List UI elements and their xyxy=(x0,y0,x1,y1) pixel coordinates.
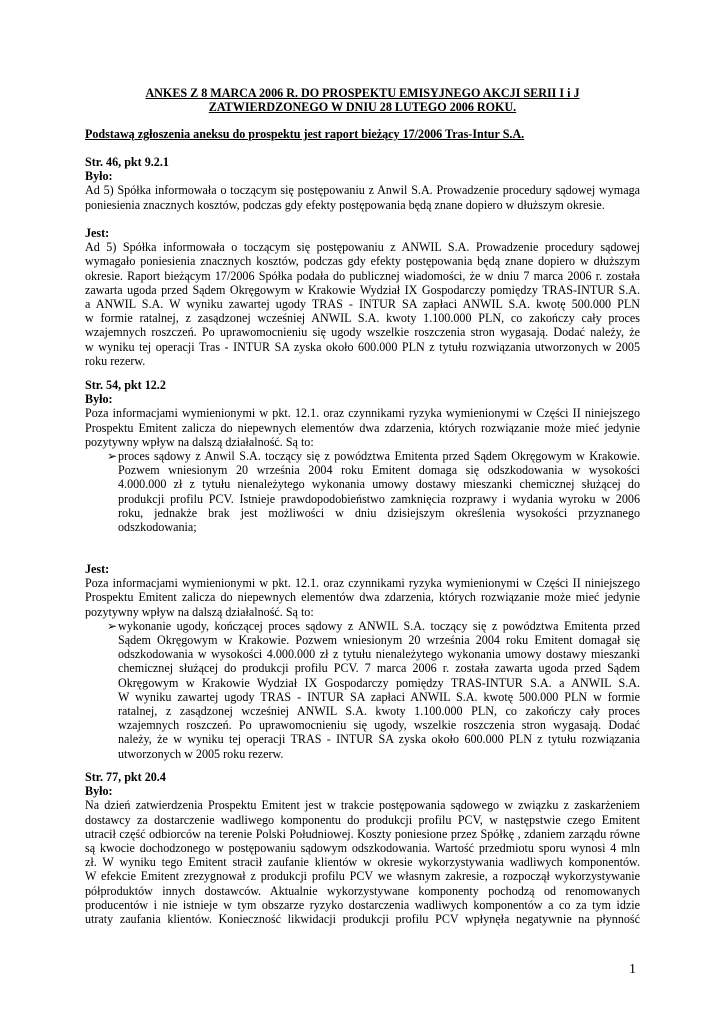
is-label: Jest: xyxy=(85,562,110,576)
text-line: dostawcy za dostarczenie wadliwego komponentu do produkcji profilu PCV, w następstwie czego Emitent xyxy=(85,812,640,827)
section-2-is xyxy=(85,562,640,761)
text-line: Poza informacjami wymienionymi w pkt. 12.1. oraz czynnikami ryzyka wymienionymi w Części II niniejszego xyxy=(85,576,640,591)
section-heading: Str. 77, pkt 20.4 xyxy=(85,770,166,784)
text-line: chemicznej służącej do produkcji profilu PCV. 7 marca 2006 r. została zawarta ugoda przed Sądem xyxy=(118,661,640,676)
text-line: Okręgowym w Krakowie Wydział IX Gospodarczy pomiędzy TRAS-INTUR S.A. a ANWIL S.A. xyxy=(118,675,640,690)
is-text xyxy=(85,240,640,368)
text-line: odszkodowania w wysokości 4.000.000 zł z tytułu nienależytego wykonania umowy dostawy mieszanki xyxy=(118,647,640,662)
text-line: proces sądowy z Anwil S.A. toczący się z powództwa Emitenta przed Sądem Okręgowym w Krakowie. xyxy=(118,449,640,464)
section-1 xyxy=(85,155,640,212)
was-label: Było: xyxy=(85,784,113,799)
text-line: roku rezerw. xyxy=(85,353,146,368)
text-line: a ANWIL S.A. W wyniku zawartej ugody TRAS - INTUR SA zapłaci ANWIL S.A. kwotę 500.000 PLN xyxy=(85,297,640,312)
text-line: okresie. Raport bieżącym 17/2006 Spółka podała do publicznej wiadomości, że w dniu 7 marca 2006 r. została xyxy=(85,268,640,283)
was-text xyxy=(85,798,640,926)
document-title xyxy=(85,86,640,114)
is-intro xyxy=(85,576,640,619)
text-line: poniesienia znacznych kosztów, podczas gdy efekty postępowania będą znane dopiero w dłuższym okresie. xyxy=(85,197,605,212)
text-line: 4.000.000 zł z tytułu nienależytego wykonania umowy dostawy mieszanki chemicznej służącej do xyxy=(118,477,640,492)
text-line: należy, że w wyniku tej operacji TRAS - INTUR SA zyska około 600.000 PLN z tytułu rozwiązania xyxy=(118,732,640,747)
bullet-text xyxy=(118,449,640,534)
text-line: zawarta ugoda przed Sądem Okręgowym w Krakowie Wydział IX Gospodarczy pomiędzy TRAS-INTUR S.A. xyxy=(85,282,640,297)
is-label: Jest: xyxy=(85,226,110,240)
section-1-is xyxy=(85,226,640,368)
text-line: Ad 5) Spółka informowała o toczącym się postępowaniu z ANWIL S.A. Prowadzenie procedury sądowej xyxy=(85,240,640,255)
text-line: wzajemnych roszczeń. Po uprawomocnieniu się ugody, wszelkie roszczenia stron wygasają. Dodać xyxy=(118,718,640,733)
text-line: pozytywny wpływ na dalszą działalność. Są to: xyxy=(85,434,314,449)
text-line: utraty zaufania klientów. Konieczność likwidacji produkcji profilu PCV wpłynęła negatywnie na płynność xyxy=(85,912,640,927)
arrow-bullet-icon: ➢ xyxy=(107,449,118,464)
arrow-bullet-icon: ➢ xyxy=(107,618,118,633)
text-line: są kwocie dochodzonego w postępowaniu sądowym odszkodowania. Wartość przedmiotu sporu wynosi 4 mln xyxy=(85,841,640,856)
text-line: w formie ratalnej, z zasądzonej wcześniej ANWIL S.A. kwoty 1.100.000 PLN, co zakończy cały proces xyxy=(85,311,640,326)
text-line: zł. W wyniku tego Emitent stracił zaufanie klientów w okresie wykorzystywania wadliwych komponentów. xyxy=(85,855,640,870)
page-number: 1 xyxy=(629,962,636,977)
text-line: Prospektu Emitent zalicza do niepewnych elementów dwa zdarzenia, których rozwiązanie może mieć jedynie xyxy=(85,420,640,435)
was-intro xyxy=(85,406,640,449)
text-line: odszkodowania; xyxy=(118,520,197,535)
text-line: Sądem Okręgowym w Krakowie. Pozwem wniesionym 20 września 2004 roku Emitent domagał się xyxy=(118,633,640,648)
text-line: półproduktów innych dostawców. Aktualnie wykorzystywane komponenty pochodzą od renomowanych xyxy=(85,883,640,898)
text-line: Prospektu Emitent zalicza do niepewnych elementów dwa zdarzenia, których rozwiązanie może mieć jedynie xyxy=(85,590,640,605)
was-label: Było: xyxy=(85,169,113,184)
section-2 xyxy=(85,378,640,534)
text-line: utworzonych w 2005 roku rezerw. xyxy=(118,746,284,761)
basis-statement: Podstawą zgłoszenia aneksu do prospektu jest raport bieżący 17/2006 Tras-Intur S.A. xyxy=(85,127,525,141)
title-line-2: ZATWIERDZONEGO W DNIU 28 LUTEGO 2006 ROKU. xyxy=(208,100,517,115)
text-line: Poza informacjami wymienionymi w pkt. 12.1. oraz czynnikami ryzyka wymienionymi w Części II niniejszego xyxy=(85,406,640,421)
bullet-item xyxy=(85,619,640,761)
text-line: roku, jednakże brak jest możliwości w dniu dzisiejszym określenia wysokości przyznanego xyxy=(118,505,640,520)
text-line: wymagało poniesienia znacznych kosztów, podczas gdy efekty postępowania będą znane dopiero w dłuższym xyxy=(85,254,640,269)
text-line: produkcji profilu PCV. Istnieje prawdopodobieństwo zamknięcia rozprawy i wydania wyroku w 2006 xyxy=(118,491,640,506)
text-line: utracił część odbiorców na terenie Polski Południowej. Koszty poniesione przez Spółkę , zdaniem zarządu równe xyxy=(85,826,640,841)
section-3 xyxy=(85,770,640,926)
text-line: pozytywny wpływ na dalszą działalność. Są to: xyxy=(85,604,314,619)
was-label: Było: xyxy=(85,392,113,407)
was-text xyxy=(85,183,640,211)
text-line: Ad 5) Spółka informowała o toczącym się postępowaniu z Anwil S.A. Prowadzenie procedury sądowej wymaga xyxy=(85,183,640,198)
text-line: wykonanie ugody, kończącej proces sądowy z ANWIL S.A. toczący się z powództwa Emitenta przed xyxy=(118,618,640,633)
text-line: W wyniku zawartej ugody TRAS - INTUR SA zapłaci ANWIL S.A. kwotę 500.000 PLN w formie xyxy=(118,689,640,704)
bullet-item xyxy=(85,449,640,534)
bullet-text xyxy=(118,619,640,761)
text-line: Pozwem wniesionym 20 września 2004 roku Emitent domaga się odszkodowania w wysokości xyxy=(118,463,640,478)
text-line: Na dzień zatwierdzenia Prospektu Emitent jest w trakcie postępowania sądowego w związku z zaskarżeniem xyxy=(85,798,640,813)
text-line: w wyniku tej operacji Tras - INTUR SA zyska około 600.000 PLN z tytułu rozwiązania utworzonych w 2005 xyxy=(85,339,640,354)
text-line: ratalnej, z zasądzonej wcześniej ANWIL S.A. kwoty 1.100.000 PLN, co zakończy cały proces xyxy=(118,704,640,719)
title-line-1: ANKES Z 8 MARCA 2006 R. DO PROSPEKTU EMISYJNEGO AKCJI SERII I i J xyxy=(145,86,580,100)
text-line: W efekcie Emitent zrezygnował z produkcji profilu PCV we własnym zakresie, a rozpoczął wykorzystywanie xyxy=(85,869,640,884)
text-line: producentów i nie istnieje w tym obszarze ryzyko dostarczenia wadliwych komponentów a co za tym idzie xyxy=(85,897,640,912)
text-line: wzajemnych roszczeń. Po uprawomocnieniu się ugody wszelkie roszczenia stron wygasają. Dodać należy, że xyxy=(85,325,640,340)
section-heading: Str. 54, pkt 12.2 xyxy=(85,378,166,392)
section-heading: Str. 46, pkt 9.2.1 xyxy=(85,155,169,169)
